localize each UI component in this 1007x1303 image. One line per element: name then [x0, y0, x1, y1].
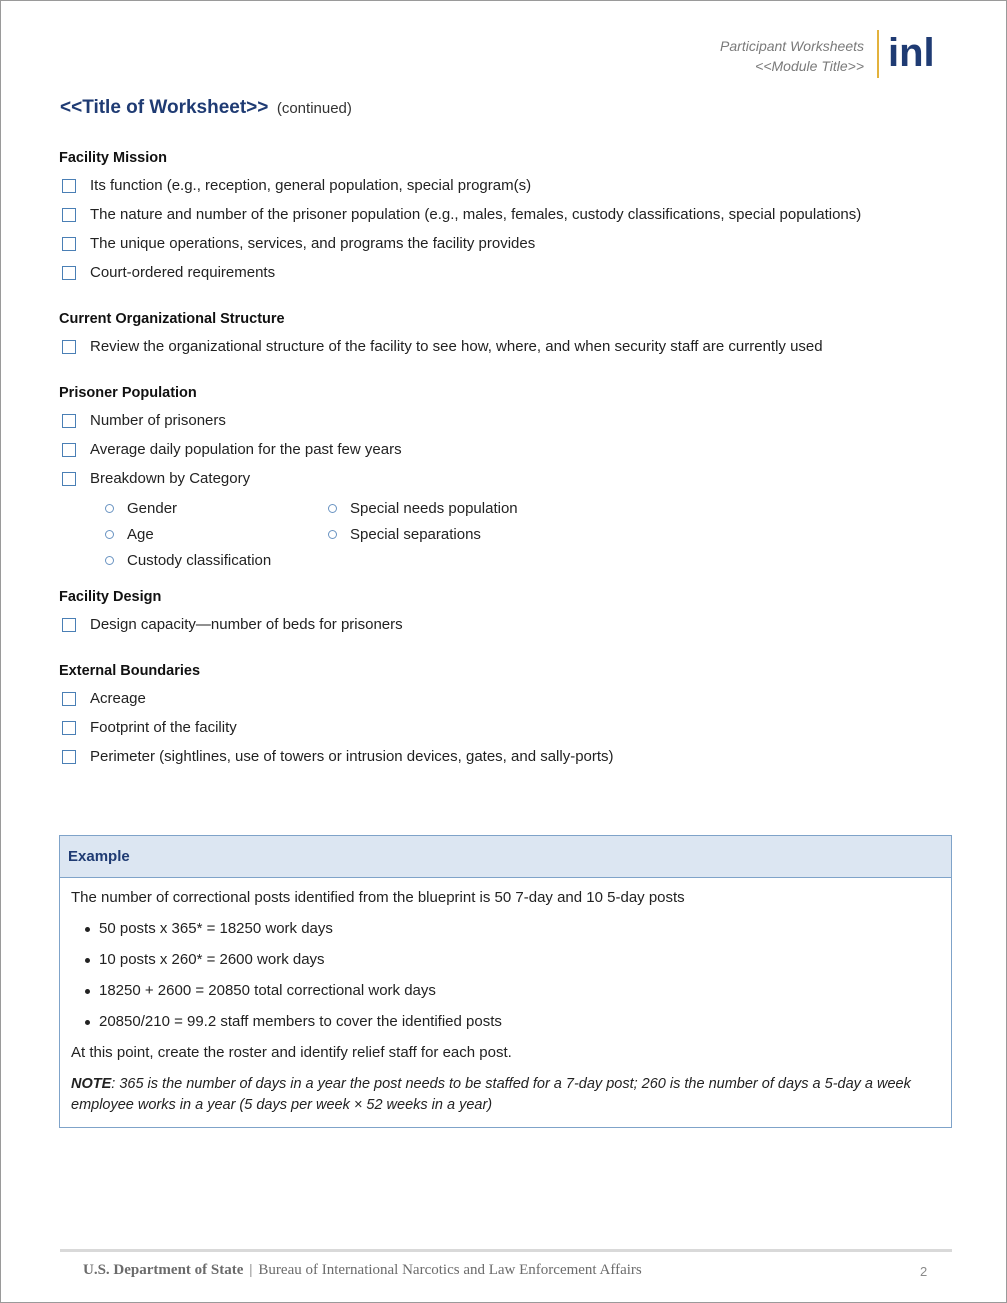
footer — [83, 1262, 642, 1279]
section-prisoner-population — [59, 383, 949, 573]
checkbox[interactable] — [62, 472, 76, 486]
checkbox[interactable] — [62, 721, 76, 735]
worksheet-title: <<Title of Worksheet>> — [60, 97, 269, 118]
bullet-dot-icon — [85, 989, 90, 994]
example-bullet-text: 20850/210 = 99.2 staff members to cover the identified posts — [99, 1013, 502, 1030]
section-facility-mission — [59, 148, 949, 287]
checklist-item[interactable] — [59, 684, 949, 713]
section-heading: Facility Mission — [59, 150, 167, 166]
footer-divider — [60, 1249, 952, 1252]
category-sublist — [59, 495, 949, 573]
checklist-item[interactable] — [59, 171, 949, 200]
checklist-item-label: Its function (e.g., reception, general population, special program(s) — [90, 177, 532, 194]
sublist-item-label: Age — [127, 525, 154, 543]
checkbox[interactable] — [62, 750, 76, 764]
header-line-1: Participant Worksheets — [720, 38, 864, 54]
example-heading: Example — [60, 836, 951, 878]
checklist-item-label: Average daily population for the past few years — [90, 441, 402, 458]
checkbox[interactable] — [62, 237, 76, 251]
sublist-item-label: Special separations — [350, 525, 481, 543]
example-bullet-text: 18250 + 2600 = 20850 total correctional work days — [99, 982, 436, 999]
checklist-item-label: The unique operations, services, and programs the facility provides — [90, 235, 536, 252]
footer-bureau: Bureau of International Narcotics and Law Enforcement Affairs — [258, 1262, 642, 1278]
example-note — [71, 1074, 941, 1116]
checklist-item[interactable] — [59, 332, 949, 361]
worksheet-title-continued: (continued) — [276, 100, 352, 117]
sublist-item — [105, 495, 177, 521]
section-heading: External Boundaries — [59, 663, 201, 679]
sublist-item-label: Special needs population — [350, 499, 518, 517]
sublist-item-label: Custody classification — [127, 551, 272, 569]
checklist-item-label: The nature and number of the prisoner population (e.g., males, females, custody classifications, special populations) — [90, 206, 862, 223]
checklist-content — [59, 148, 949, 793]
section-organizational-structure — [59, 309, 949, 361]
checkbox[interactable] — [62, 179, 76, 193]
worksheet-title-row — [60, 97, 352, 119]
checklist-item[interactable] — [59, 742, 949, 771]
checklist-item[interactable] — [59, 200, 949, 229]
sublist-item — [105, 547, 271, 573]
circle-bullet-icon — [328, 530, 337, 539]
circle-bullet-icon — [105, 504, 114, 513]
checkbox[interactable] — [62, 414, 76, 428]
circle-bullet-icon — [105, 556, 114, 565]
example-bullet — [71, 950, 941, 981]
checkbox[interactable] — [62, 618, 76, 632]
page-number: 2 — [920, 1264, 928, 1279]
checklist-item[interactable] — [59, 258, 949, 287]
header-line-2: <<Module Title>> — [755, 58, 864, 74]
section-heading: Prisoner Population — [59, 385, 197, 401]
section-external-boundaries — [59, 661, 949, 771]
sublist-item — [328, 495, 518, 521]
footer-separator: | — [249, 1262, 253, 1278]
sublist-item — [328, 521, 481, 547]
bullet-dot-icon — [85, 958, 90, 963]
example-bullet — [71, 981, 941, 1012]
checklist-item[interactable] — [59, 406, 949, 435]
footer-department: U.S. Department of State — [83, 1262, 244, 1278]
sublist-item-label: Gender — [127, 499, 178, 517]
checklist-item[interactable] — [59, 435, 949, 464]
section-heading: Current Organizational Structure — [59, 311, 285, 327]
checklist-item-label: Perimeter (sightlines, use of towers or intrusion devices, gates, and sally-ports) — [90, 748, 614, 765]
note-text: : 365 is the number of days in a year the post needs to be staffed for a 7-day post; 260 is the number of days a 5-day a week employee works in a year (5 days per week × 52 weeks in a year) — [71, 1076, 911, 1113]
checklist-item-label: Footprint of the facility — [90, 719, 237, 736]
checklist-item[interactable] — [59, 610, 949, 639]
checkbox[interactable] — [62, 208, 76, 222]
sublist-item — [105, 521, 154, 547]
checkbox[interactable] — [62, 266, 76, 280]
checkbox[interactable] — [62, 340, 76, 354]
section-heading: Facility Design — [59, 589, 162, 605]
logo-divider — [877, 30, 879, 78]
section-facility-design — [59, 587, 949, 639]
bullet-dot-icon — [85, 927, 90, 932]
circle-bullet-icon — [105, 530, 114, 539]
bullet-dot-icon — [85, 1020, 90, 1025]
checklist-item-label: Breakdown by Category — [90, 470, 251, 487]
example-bullet — [71, 919, 941, 950]
running-header — [720, 36, 864, 76]
checkbox[interactable] — [62, 692, 76, 706]
checkbox[interactable] — [62, 443, 76, 457]
checklist-item-label: Acreage — [90, 690, 146, 707]
circle-bullet-icon — [328, 504, 337, 513]
checklist-item[interactable] — [59, 464, 949, 493]
example-bullet-text: 10 posts x 260* = 2600 work days — [99, 951, 325, 968]
example-bullet — [71, 1012, 941, 1043]
checklist-item-label: Design capacity—number of beds for prisoners — [90, 616, 403, 633]
example-closing: At this point, create the roster and identify relief staff for each post. — [71, 1044, 512, 1061]
note-label: NOTE — [71, 1076, 112, 1092]
checklist-item-label: Review the organizational structure of the facility to see how, where, and when security staff are currently used — [90, 338, 823, 355]
inl-logo: inl — [888, 31, 935, 75]
example-box — [59, 835, 952, 1128]
checklist-item[interactable] — [59, 713, 949, 742]
example-body — [60, 878, 951, 1116]
checklist-item-label: Court-ordered requirements — [90, 264, 276, 281]
example-intro: The number of correctional posts identified from the blueprint is 50 7-day and 10 5-day posts — [71, 889, 685, 906]
example-bullet-text: 50 posts x 365* = 18250 work days — [99, 920, 333, 937]
checklist-item[interactable] — [59, 229, 949, 258]
checklist-item-label: Number of prisoners — [90, 412, 226, 429]
